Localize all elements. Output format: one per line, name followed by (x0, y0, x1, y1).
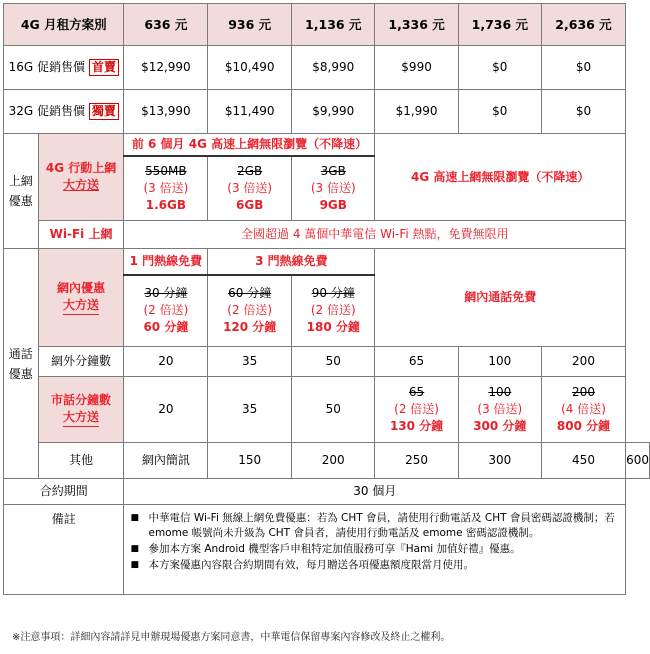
note-item: ■ 參加本方案 Android 機型客戶申租特定加值服務可享『Hami 加值好禮』優惠。 (130, 542, 621, 557)
new-minutes: 120 分鐘 (223, 320, 277, 335)
note-item: ■ 中華電信 Wi-Fi 無線上網免費優惠：若為 CHT 會員，請使用行動電話及 CHT 會員密碼認證機制；若 emome 帳號尚未升級為 CHT 會員者，請使用行動電話及 emome 密碼認證機制。 (130, 511, 621, 541)
plan-1336: 1,336 元 (375, 4, 458, 46)
sms-cell: 200 (292, 443, 375, 479)
price-32g-text: 32G 促銷售價 (8, 104, 86, 118)
offnet-cell: 50 (292, 347, 375, 377)
plan-1136: 1,136 元 (292, 4, 375, 46)
old-data-quota: 550MB (145, 163, 187, 178)
old-minutes: 200 (572, 385, 595, 399)
plan-table-wrapper (3, 3, 650, 595)
price-32g-cell: $11,490 (208, 90, 292, 134)
contract-label: 合約期間 (4, 479, 124, 505)
new-minutes: 180 分鐘 (306, 320, 360, 335)
data-bonus: (3 倍送) (310, 180, 356, 195)
offnet-cell: 200 (541, 347, 625, 377)
wifi-text: 全國超過 4 萬個中華電信 Wi-Fi 熱點，免費無限用 (124, 221, 626, 249)
sms-row (4, 443, 650, 479)
notes-content (124, 505, 626, 595)
landline-cell: 35 (208, 377, 292, 443)
notes-row (4, 505, 650, 595)
data-tier-cell (292, 156, 375, 221)
calls-section-label (4, 249, 39, 479)
internet-section-label (4, 134, 39, 249)
new-minutes: 300 分鐘 (473, 419, 527, 433)
offnet-label: 網外分鐘數 (38, 347, 124, 377)
notes-label: 備註 (4, 505, 124, 595)
internet-section-text: 上網優惠 (8, 174, 33, 208)
onnet-text: 網內優惠 (57, 281, 106, 295)
new-minutes: 130 分鐘 (389, 419, 444, 433)
new-data-quota: 1.6GB (145, 197, 187, 212)
price-16g-cell: $0 (458, 46, 541, 90)
plan-636: 636 元 (124, 4, 208, 46)
offnet-row (4, 347, 650, 377)
others-section-label: 其他 (38, 443, 124, 479)
new-minutes: 800 分鐘 (556, 419, 611, 433)
offnet-cell: 35 (208, 347, 292, 377)
offnet-cell: 20 (124, 347, 208, 377)
landline-row (4, 377, 650, 443)
landline-tier-cell (541, 377, 625, 443)
notes-list (130, 511, 621, 573)
plan-label: 4G 月租方案別 (4, 4, 124, 46)
footer-disclaimer: ※注意事項：詳細內容請詳見申辦現場優惠方案同意書，中華電信保留專案內容修改及終止之權利。 (12, 632, 451, 643)
minutes-bonus: (3 倍送) (477, 402, 523, 416)
onnet-badge: 大方送 (63, 297, 99, 315)
landline-tier-cell (375, 377, 458, 443)
price-32g-cell: $0 (458, 90, 541, 134)
new-data-quota: 9GB (319, 197, 347, 212)
plan-1736: 1,736 元 (458, 4, 541, 46)
note-item: ■ 本方案優惠內容限合約期間有效，每月贈送各項優惠額度限當月使用。 (130, 558, 621, 573)
mobile-internet-label (38, 134, 124, 221)
offnet-cell: 65 (375, 347, 458, 377)
offnet-cell: 100 (458, 347, 541, 377)
header-row (4, 4, 650, 46)
price-32g-label (4, 90, 124, 134)
landline-cell: 20 (124, 377, 208, 443)
landline-cell: 50 (292, 377, 375, 443)
minutes-bonus: (4 倍送) (561, 402, 606, 416)
landline-label (38, 377, 124, 443)
minutes-bonus: (2 倍送) (310, 303, 356, 318)
old-data-quota: 2GB (237, 163, 263, 178)
price-16g-cell: $990 (375, 46, 458, 90)
price-16g-cell: $0 (541, 46, 625, 90)
six-month-promo-header: 前 6 個月 4G 高速上網無限瀏覽（不降速） (124, 134, 375, 156)
onnet-tier-cell (292, 275, 375, 347)
new-data-quota: 6GB (236, 197, 264, 212)
minutes-bonus: (2 倍送) (227, 303, 273, 318)
new-minutes: 60 分鐘 (143, 320, 189, 335)
old-data-quota: 3GB (320, 163, 346, 178)
landline-text: 市話分鐘數 (51, 393, 112, 407)
price-32g-cell: $1,990 (375, 90, 458, 134)
sms-cell: 300 (458, 443, 541, 479)
minutes-bonus: (2 倍送) (143, 303, 189, 318)
sms-cell: 450 (541, 443, 625, 479)
sms-cell: 150 (208, 443, 292, 479)
price-32g-row (4, 90, 650, 134)
onnet-free-text: 網內通話免費 (375, 249, 626, 347)
price-16g-cell: $8,990 (292, 46, 375, 90)
sms-cell: 250 (375, 443, 458, 479)
old-minutes: 60 分鐘 (228, 286, 272, 301)
wifi-row (4, 221, 650, 249)
hotline-row (4, 249, 650, 275)
landline-badge: 大方送 (63, 409, 99, 427)
old-minutes: 65 (408, 385, 425, 399)
onnet-tier-cell (208, 275, 292, 347)
internet-promo-row (4, 134, 650, 156)
data-tier-cell (208, 156, 292, 221)
old-minutes: 30 分鐘 (144, 286, 188, 301)
mobile-internet-text: 4G 行動上網 (45, 161, 117, 175)
mobile-internet-badge: 大方送 (63, 178, 100, 192)
data-tier-cell (124, 156, 208, 221)
old-minutes: 100 (488, 385, 512, 399)
price-32g-cell: $9,990 (292, 90, 375, 134)
hotline-3-free: 3 門熱線免費 (208, 249, 375, 275)
contract-value: 30 個月 (124, 479, 626, 505)
price-32g-cell: $0 (541, 90, 625, 134)
plan-2636: 2,636 元 (541, 4, 625, 46)
price-16g-text: 16G 促銷售價 (8, 60, 86, 74)
onnet-tier-cell (124, 275, 208, 347)
sms-cell: 600 (626, 443, 650, 479)
price-16g-row (4, 46, 650, 90)
first-sale-badge: 首賣 (89, 59, 119, 76)
price-32g-cell: $13,990 (124, 90, 208, 134)
unlimited-internet-text: 4G 高速上網無限瀏覽（不降速） (375, 134, 626, 221)
plan-936: 936 元 (208, 4, 292, 46)
minutes-bonus: (2 倍送) (394, 402, 439, 416)
old-minutes: 90 分鐘 (311, 286, 355, 301)
sms-label: 網內簡訊 (124, 443, 208, 479)
onnet-label (38, 249, 124, 347)
plan-comparison-table (3, 3, 650, 595)
hotline-1-free: 1 門熱線免費 (124, 249, 208, 275)
contract-row (4, 479, 650, 505)
calls-section-text: 通話優惠 (8, 346, 33, 381)
price-16g-cell: $12,990 (124, 46, 208, 90)
exclusive-badge: 獨賣 (89, 103, 119, 120)
data-bonus: (3 倍送) (227, 180, 273, 195)
price-16g-label (4, 46, 124, 90)
landline-tier-cell (458, 377, 541, 443)
price-16g-cell: $10,490 (208, 46, 292, 90)
data-bonus: (3 倍送) (143, 180, 189, 195)
wifi-label: Wi-Fi 上網 (38, 221, 124, 249)
